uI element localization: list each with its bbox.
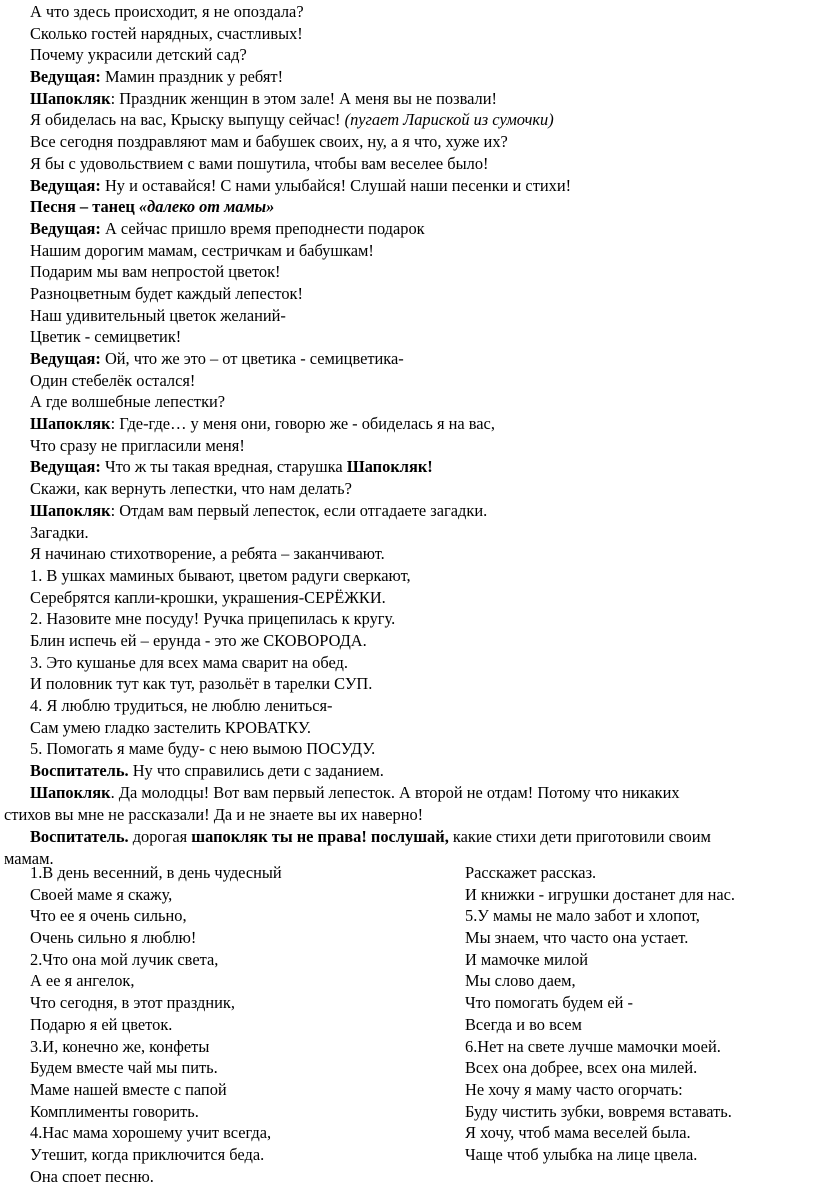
text-line: А что здесь происходит, я не опоздала? <box>30 2 304 21</box>
poem-line: 5.У мамы не мало забот и хлопот, <box>465 906 700 926</box>
text-line: Что сразу не пригласили меня! <box>30 435 245 455</box>
poem-left-column <box>30 862 430 1187</box>
text-line: Воспитатель. Ну что справились дети с заданием. <box>30 761 384 781</box>
poem-line: Всех она добрее, всех она милей. <box>465 1058 698 1078</box>
riddle-line: 1. В ушках маминых бывают, цветом радуги сверкают, <box>30 565 411 585</box>
text-line: Шапокляк: Отдам вам первый лепесток, если отгадаете загадки. <box>30 500 488 520</box>
riddle-line: Сам умею гладко застелить КРОВАТКУ. <box>30 717 311 737</box>
song-heading: Песня – танец «далеко от мамы» <box>30 197 275 217</box>
poem-line: Не хочу я маму часто огорчать: <box>465 1079 683 1099</box>
speaker-name: Шапокляк <box>30 414 111 434</box>
poem-line: И мамочке милой <box>465 949 589 969</box>
text-line: Ведущая: Ну и оставайся! С нами улыбайся! Слушай наши песенки и стихи! <box>30 175 572 195</box>
poem-line: Что ее я очень сильно, <box>30 906 187 926</box>
text-line: Подарим мы вам непростой цветок! <box>30 262 281 282</box>
poem-line: Утешит, когда приключится беда. <box>30 1144 265 1164</box>
poem-line: Своей маме я скажу, <box>30 884 173 904</box>
poem-line: 4.Нас мама хорошему учит всегда, <box>30 1123 272 1143</box>
riddle-line: 4. Я люблю трудиться, не люблю лениться- <box>30 696 333 715</box>
speaker-name: Воспитатель. <box>30 761 129 781</box>
shapoklyak-paragraph: Шапокляк. Да молодцы! Вот вам первый лепесток. А второй не отдам! Потому что никаких стихов вы мне не рассказали! Да и не знаете вы их наверно! <box>4 783 680 824</box>
text-line: Я обиделась на вас, Крыску выпущу сейчас! (пугает Лариской из сумочки) <box>30 110 554 130</box>
text-line: Нашим дорогим мамам, сестричкам и бабушкам! <box>30 240 374 260</box>
poem-right-column <box>465 862 810 1166</box>
riddle-line: 3. Это кушанье для всех мама сварит на обед. <box>30 652 348 672</box>
poem-line: Чаще чтоб улыбка на лице цвела. <box>465 1144 698 1164</box>
riddle-line: 5. Помогать я маме буду- с нею вымою ПОСУДУ. <box>30 739 376 759</box>
stage-direction: (пугает Лариской из сумочки) <box>340 110 554 130</box>
teacher-paragraph: Воспитатель. дорогая шапокляк ты не права! послушай, какие стихи дети приготовили своим мамам. <box>4 827 711 868</box>
text-line: Сколько гостей нарядных, счастливых! <box>30 23 303 43</box>
poem-line: Мы слово даем, <box>465 971 576 991</box>
speaker-name: Ведущая: <box>30 349 101 368</box>
poem-line: Я хочу, чтоб мама веселей была. <box>465 1123 691 1143</box>
poem-line: Что помогать будем ей - <box>465 993 633 1013</box>
speaker-name: Шапокляк <box>30 500 111 520</box>
text-line: Загадки. <box>30 522 89 542</box>
poem-line: Очень сильно я люблю! <box>30 928 197 948</box>
text-line: Все сегодня поздравляют мам и бабушек своих, ну, а я что, хуже их? <box>30 132 508 152</box>
poem-line: И книжки - игрушки достанет для нас. <box>465 884 736 904</box>
poem-line: 6.Нет на свете лучше мамочки моей. <box>465 1036 721 1056</box>
text-line: Ведущая: Мамин праздник у ребят! <box>30 67 284 87</box>
poem-line: Буду чистить зубки, вовремя вставать. <box>465 1101 732 1121</box>
poem-line: Мы знаем, что часто она устает. <box>465 928 689 948</box>
text-line: Шапокляк: Где-где… у меня они, говорю же - обиделась я на вас, <box>30 414 495 434</box>
text-line: Я начинаю стихотворение, а ребята – заканчивают. <box>30 544 385 564</box>
text-line: А где волшебные лепестки? <box>30 392 226 412</box>
speaker-name: Воспитатель. <box>30 827 129 846</box>
riddle-line: И половник тут как тут, разольёт в тарелки СУП. <box>30 674 373 694</box>
text-line: Ведущая: Что ж ты такая вредная, старушка Шапокляк! <box>30 457 433 477</box>
speaker-name: Шапокляк <box>30 88 111 108</box>
text-line: Один стебелёк остался! <box>30 370 196 390</box>
poem-line: Всегда и во всем <box>465 1014 582 1034</box>
text-line: Шапокляк: Праздник женщин в этом зале! А меня вы не позвали! <box>30 88 497 108</box>
poem-line: 1.В день весенний, в день чудесный <box>30 863 282 882</box>
text-line: Наш удивительный цветок желаний- <box>30 305 286 325</box>
poem-line: Она споет песню. <box>30 1166 154 1186</box>
poem-line: Комплименты говорить. <box>30 1101 199 1121</box>
speaker-name: Шапокляк <box>30 783 111 802</box>
riddle-line: Блин испечь ей – ерунда - это же СКОВОРОДА. <box>30 630 367 650</box>
text-line: Я бы с удовольствием с вами пошутила, чтобы вам веселее было! <box>30 153 489 173</box>
poem-line: Будем вместе чай мы пить. <box>30 1058 218 1078</box>
text-line: Почему украсили детский сад? <box>30 45 247 65</box>
poem-line: Маме нашей вместе с папой <box>30 1079 227 1099</box>
text-line: Ведущая: А сейчас пришло время преподнести подарок <box>30 218 425 238</box>
poem-line: 2.Что она мой лучик света, <box>30 949 219 969</box>
poem-line: Расскажет рассказ. <box>465 863 597 882</box>
riddle-line: 2. Назовите мне посуду! Ручка прицепилась к кругу. <box>30 609 396 629</box>
poem-line: А ее я ангелок, <box>30 971 135 991</box>
speaker-name: Ведущая: <box>30 67 101 87</box>
text-line: Разноцветным будет каждый лепесток! <box>30 283 303 303</box>
speaker-name: Ведущая: <box>30 457 101 477</box>
text-line: Ведущая: Ой, что же это – от цветика - семицветика- <box>30 349 404 368</box>
poem-line: Подарю я ей цветок. <box>30 1014 173 1034</box>
speaker-name: Ведущая: <box>30 218 101 238</box>
riddle-line: Серебрятся капли-крошки, украшения-СЕРЁЖКИ. <box>30 587 386 607</box>
text-line: Цветик - семицветик! <box>30 327 182 347</box>
text-line: Скажи, как вернуть лепестки, что нам делать? <box>30 479 352 499</box>
poem-line: Что сегодня, в этот праздник, <box>30 993 235 1013</box>
script-top-section <box>30 1 810 782</box>
poem-line: 3.И, конечно же, конфеты <box>30 1036 210 1056</box>
speaker-name: Ведущая: <box>30 175 101 195</box>
